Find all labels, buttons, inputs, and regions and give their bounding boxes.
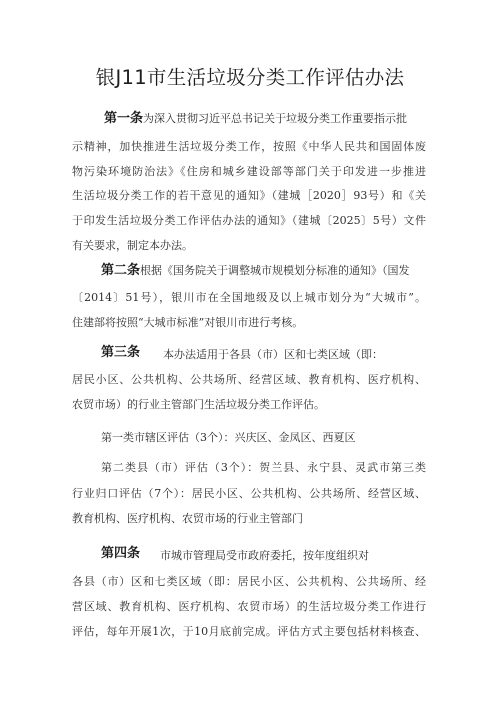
article-3-line-2: 居民小区、公共机构、公共场所、经营区域、教育机构、医疗机构、 xyxy=(72,373,426,386)
article-1-line-6: 有关要求，制定本办法。 xyxy=(72,239,193,252)
article-1-heading: 第一条 xyxy=(104,111,144,126)
article-1-line-4: 生活垃圾分类工作的若干意见的通知》（建城［2020］93号）和《关 xyxy=(72,189,426,202)
article-4-heading: 第四条 xyxy=(101,546,141,561)
article-1-line-1: 为深入贯彻习近平总书记关于垃圾分类工作重要指示批 xyxy=(143,112,408,125)
article-1-line-5: 于印发生活垃圾分类工作评估办法的通知》（建城〔2025〕5号）文件 xyxy=(72,214,426,227)
document-title: 银J11市生活垃圾分类工作评估办法 xyxy=(95,66,405,89)
article-4-line-4: 评估，每年开展1次，于10月底前完成。评估方式主要包括材料核查、 xyxy=(72,625,426,638)
article-3-line-3: 农贸市场）的行业主管部门生活垃圾分类工作评估。 xyxy=(72,398,325,411)
article-2-line-1: 根据《国务院关于调整城市规模划分标准的通知》（国发 xyxy=(140,264,410,277)
article-1-line-3: 物污染环境防治法》《住房和城乡建设部等部门关于印发进一步推进 xyxy=(72,165,426,178)
article-3-line-4: 第一类市辖区评估（3个）：兴庆区、金凤区、西夏区 xyxy=(101,431,356,444)
article-2-first-line xyxy=(101,264,410,278)
article-3-line-1: 本办法适用于各县（市）区和七类区域（即： xyxy=(163,348,383,361)
article-3-heading: 第三条 xyxy=(101,345,141,360)
article-2-line-2: 〔2014〕51号），银川市在全国地级及以上城市划分为“大城市”。 xyxy=(72,291,426,304)
article-2-line-3: 住建部将按照“大城市标准”对银川市进行考核。 xyxy=(72,316,304,329)
article-3-line-7: 教育机构、医疗机构、农贸市场的行业主管部门 xyxy=(72,512,303,525)
article-2-heading: 第二条 xyxy=(101,263,141,278)
article-1-first-line xyxy=(104,112,407,126)
article-4-line-3: 营区域、教育机构、医疗机构、农贸市场）的生活垃圾分类工作进行 xyxy=(72,600,426,613)
article-3-line-6: 行业归口评估（7个）：居民小区、公共机构、公共场所、经营区域、 xyxy=(72,487,426,500)
article-1-line-2: 示精神，加快推进生活垃圾分类工作，按照《中华人民共和国固体废 xyxy=(72,140,426,153)
article-4-line-2: 各县（市）区和七类区域（即：居民小区、公共机构、公共场所、经 xyxy=(72,575,426,588)
article-3-line-5: 第二类县（市）评估（3个）：贺兰县、永宁县、灵武市第三类 xyxy=(101,461,426,474)
article-4-line-1: 市城市管理局受市政府委托，按年度组织对 xyxy=(160,549,369,562)
